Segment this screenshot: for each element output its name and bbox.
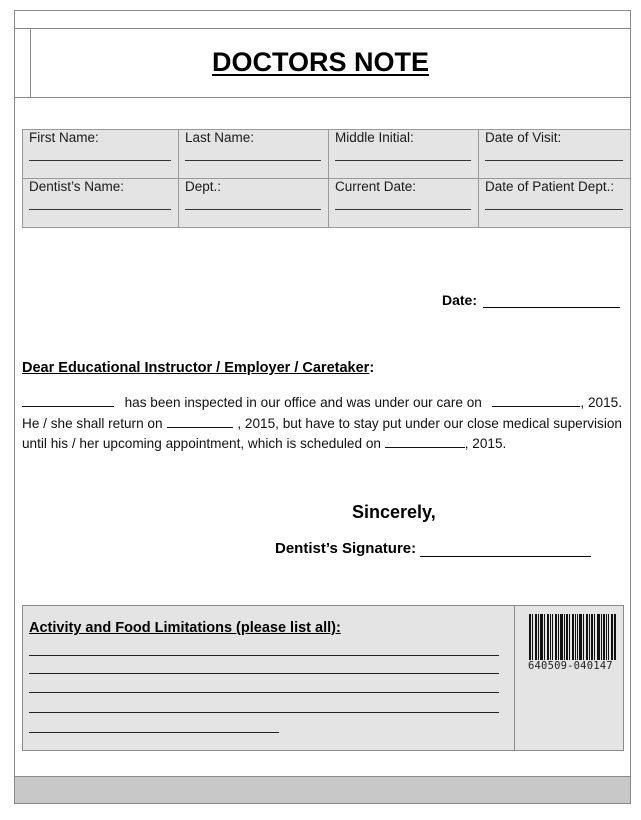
date-label: Date:	[442, 292, 478, 308]
closing: Sincerely,	[352, 502, 436, 522]
date-row	[442, 292, 620, 308]
dentist-name-label: Dentist’s Name:	[29, 179, 125, 194]
date-of-visit-cell[interactable]	[479, 130, 630, 179]
title-text: DOCTORS NOTE	[211, 47, 429, 77]
signature-field[interactable]	[420, 541, 591, 557]
body-line-1	[22, 393, 622, 414]
salutation-text: Dear Educational Instructor / Employer / Caretaker	[22, 360, 370, 376]
care-date-blank[interactable]	[492, 393, 580, 407]
body-line-2	[22, 414, 622, 435]
dept-label: Dept.:	[185, 179, 222, 194]
dept-field[interactable]	[185, 209, 321, 210]
current-date-field[interactable]	[335, 209, 471, 210]
date-of-visit-label: Date of Visit:	[485, 130, 562, 145]
limitations-line[interactable]	[29, 712, 499, 713]
signature-label: Dentist’s Signature:	[275, 540, 417, 557]
body-line-1-text: has been inspected in our office and was under our care on	[124, 395, 482, 410]
body-line-2-rest: , 2015, but have to stay put under our close medical supervision	[237, 415, 622, 431]
limitations-divider	[514, 606, 515, 750]
appointment-date-blank[interactable]	[385, 434, 465, 448]
middle-initial-field[interactable]	[335, 160, 471, 161]
barcode-number: 640509-040147	[528, 660, 613, 672]
limitations-title: Activity and Food Limitations (please list all):	[29, 620, 341, 636]
dentist-name-cell[interactable]	[23, 179, 179, 227]
first-name-cell[interactable]	[23, 130, 179, 179]
limitations-box	[22, 605, 624, 751]
first-name-label: First Name:	[29, 130, 99, 145]
limitations-line[interactable]	[29, 673, 499, 674]
last-name-field[interactable]	[185, 160, 321, 161]
first-name-field[interactable]	[29, 160, 171, 161]
barcode-icon	[529, 614, 616, 660]
patient-dept-date-label: Date of Patient Dept.:	[485, 179, 615, 194]
body-line-3-text: until his / her upcoming appointment, which is scheduled on	[22, 436, 381, 451]
last-name-cell[interactable]	[179, 130, 329, 179]
page-title	[0, 47, 641, 78]
salutation-colon: :	[369, 360, 375, 376]
dentist-name-field[interactable]	[29, 209, 171, 210]
middle-initial-cell[interactable]	[329, 130, 479, 179]
middle-initial-label: Middle Initial:	[335, 130, 414, 145]
return-date-blank[interactable]	[167, 414, 233, 428]
patient-dept-date-cell[interactable]	[479, 179, 630, 227]
current-date-label: Current Date:	[335, 179, 417, 194]
body-line-2-text: He / she shall return on	[22, 415, 163, 431]
signature-row	[275, 540, 591, 557]
body-line-3	[22, 434, 622, 455]
date-of-visit-field[interactable]	[485, 160, 623, 161]
limitations-line[interactable]	[29, 692, 499, 693]
current-date-cell[interactable]	[329, 179, 479, 227]
footer-band	[14, 776, 631, 804]
salutation	[22, 360, 374, 376]
last-name-label: Last Name:	[185, 130, 255, 145]
limitations-line[interactable]	[29, 655, 499, 656]
dept-cell[interactable]	[179, 179, 329, 227]
patient-name-blank[interactable]	[22, 393, 114, 407]
body-line-3-year: , 2015.	[464, 436, 507, 451]
patient-info-table	[22, 129, 631, 228]
patient-dept-date-field[interactable]	[485, 209, 623, 210]
limitations-line[interactable]	[29, 732, 279, 733]
body-paragraph	[22, 393, 622, 455]
body-line-1-year: , 2015.	[580, 395, 622, 410]
date-field[interactable]	[483, 293, 620, 308]
